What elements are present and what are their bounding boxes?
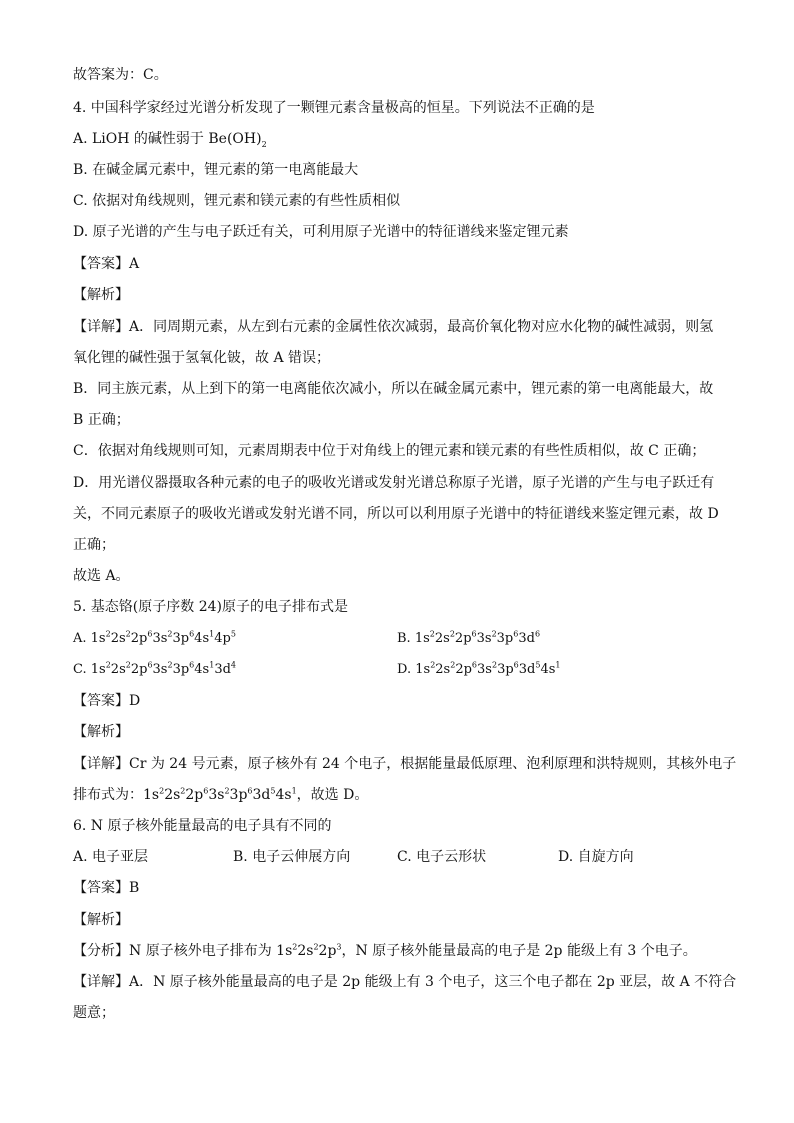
- exponent: 2: [430, 660, 436, 670]
- question-6-option-a: A. 电子亚层: [73, 849, 149, 865]
- exponent: 2: [491, 660, 498, 670]
- question-5-stem: 5. 基态铬(原子序数 24)原子的电子排布式是: [73, 599, 348, 615]
- explanation-q4-line-4: B 正确；: [73, 412, 130, 428]
- answer-line-q3: 故答案为：C。: [73, 67, 168, 83]
- orbital: 4s: [275, 787, 292, 803]
- orbital: 2p: [455, 662, 472, 677]
- q4-option-a-text: A. LiOH 的碱性弱于 Be(OH): [73, 131, 262, 147]
- question-6-option-c: C. 电子云形状: [397, 849, 487, 865]
- question-4-option-c: C. 依据对角线规则，锂元素和镁元素的有些性质相似: [73, 193, 401, 209]
- exponent: 2: [125, 660, 131, 670]
- orbital: 3s: [152, 662, 168, 677]
- exponent: 6: [247, 786, 253, 796]
- exponent: 1: [555, 660, 561, 670]
- orbital: 3d: [252, 787, 271, 803]
- question-4-option-d: D. 原子光谱的产生与电子跃迁有关，可利用原子光谱中的特征谱线来鉴定锂元素: [73, 224, 569, 240]
- exponent: 5: [270, 786, 276, 796]
- exponent: 6: [203, 786, 209, 796]
- orbital: 3s: [476, 631, 492, 646]
- q5-option-b-label: B.: [397, 631, 415, 646]
- orbital: 3p: [496, 631, 514, 646]
- question-6-option-d: D. 自旋方向: [558, 849, 634, 865]
- answer-tag-q6: 【答案】B: [73, 880, 140, 896]
- orbital: 4s: [194, 631, 210, 646]
- explanation-q4-line-7: 关，不同元素原子的吸收光谱或发射光谱不同，所以可以利用原子光谱中的特征谱线来鉴定锂元素，故 D: [73, 506, 719, 522]
- orbital: 1s: [414, 631, 430, 646]
- orbital: 3p: [172, 662, 190, 677]
- orbital: 1s: [90, 631, 106, 646]
- explanation-q4-line-5: C．依据对角线规则可知，元素周期表中位于对角线上的锂元素和镁元素的有些性质相似，故 C 正确；: [73, 443, 706, 459]
- exponent: 4: [230, 660, 236, 670]
- exponent: 6: [147, 660, 153, 670]
- orbital: 3s: [477, 662, 492, 677]
- orbital: 3p: [229, 787, 248, 803]
- analysis-tag-q4: 【解析】: [73, 287, 129, 303]
- orbital: 1s: [276, 943, 293, 959]
- q5-option-d-label: D.: [397, 662, 416, 677]
- analysis-q6-line: [73, 942, 697, 960]
- explanation-q4-line-3: B．同主族元素，从上到下的第一电离能依次减小，所以在碱金属元素中，锂元素的第一电离能最大，故: [73, 381, 714, 397]
- explanation-q6-line-1: 【详解】A．N 原子核外能量最高的电子是 2p 能级上有 3 个电子，这三个电子都在 2p 亚层，故 A 不符合: [73, 974, 737, 990]
- question-4-option-b: B. 在碱金属元素中，锂元素的第一电离能最大: [73, 162, 359, 178]
- question-5-option-a: [73, 630, 236, 648]
- q5-option-a-label: A.: [73, 631, 91, 646]
- analysis-tag-q5: 【解析】: [73, 724, 129, 740]
- exponent: 3: [336, 942, 342, 952]
- explanation-q4-line-8: 正确；: [73, 537, 115, 553]
- orbital: 3s: [208, 787, 225, 803]
- orbital: 2s: [434, 631, 450, 646]
- question-5-option-d: [397, 661, 560, 679]
- orbital: 2p: [130, 662, 148, 677]
- exponent: 1: [209, 660, 215, 670]
- orbital: 4s: [540, 662, 556, 677]
- analysis-q6-suffix: ，N 原子核外能量最高的电子是 2p 能级上有 3 个电子。: [341, 943, 697, 959]
- exponent: 2: [313, 942, 319, 952]
- question-5-option-b: [397, 630, 540, 648]
- explanation-q5-line-2: [73, 786, 368, 804]
- exponent: 2: [224, 786, 230, 796]
- explanation-q4-line-2: 氧化锂的碱性强于氢氧化铍，故 A 错误；: [73, 350, 331, 366]
- exponent: 6: [471, 629, 477, 639]
- orbital: 3d: [214, 662, 231, 677]
- orbital: 2s: [110, 631, 126, 646]
- orbital: 3p: [172, 631, 190, 646]
- exponent: 2: [125, 629, 131, 639]
- q5-option-c-label: C.: [73, 662, 91, 677]
- explanation-q5-line-1: 【详解】Cr 为 24 号元素，原子核外有 24 个电子，根据能量最低原理、泡利原理和洪特规则，其核外电子: [73, 756, 737, 772]
- question-4-option-a: [73, 130, 267, 148]
- answer-tag-q5: 【答案】D: [73, 693, 141, 709]
- orbital: 3p: [497, 662, 514, 677]
- exponent: 2: [450, 660, 456, 670]
- exponent: 2: [167, 629, 173, 639]
- exponent: 6: [534, 629, 541, 639]
- analysis-tag-q6: 【解析】: [73, 912, 129, 928]
- orbital: 1s: [143, 787, 160, 803]
- exponent: 2: [105, 629, 111, 639]
- exponent: 6: [189, 629, 195, 639]
- question-4-stem: 4. 中国科学家经过光谱分析发现了一颗锂元素含量极高的恒星。下列说法不正确的是: [73, 100, 595, 116]
- explanation-q4-line-6: D．用光谱仪器摄取各种元素的电子的吸收光谱或发射光谱总称原子光谱，原子光谱的产生与电子跃迁有: [73, 475, 715, 491]
- exponent: 6: [147, 629, 153, 639]
- orbital: 2p: [130, 631, 148, 646]
- exponent: 2: [491, 629, 497, 639]
- question-6-option-b: B. 电子云伸展方向: [233, 849, 351, 865]
- orbital: 2p: [454, 631, 472, 646]
- orbital: 3s: [152, 631, 168, 646]
- orbital: 2p: [318, 943, 337, 959]
- explanation-q6-line-2: 题意；: [73, 1005, 115, 1021]
- explanation-q4-line-1: 【详解】A．同周期元素，从左到右元素的金属性依次减弱，最高价氧化物对应水化物的碱性减弱，则氢: [73, 319, 714, 335]
- orbital: 4p: [214, 631, 231, 646]
- explanation-q5-prefix: 排布式为：: [73, 787, 143, 803]
- exponent: 6: [513, 660, 519, 670]
- exponent: 2: [429, 629, 435, 639]
- answer-tag-q4: 【答案】A: [73, 256, 140, 272]
- orbital: 1s: [90, 662, 106, 677]
- orbital: 3d: [518, 662, 536, 677]
- q4-option-a-subscript: 2: [261, 139, 267, 149]
- question-6-stem: 6. N 原子核外能量最高的电子具有不同的: [73, 818, 332, 834]
- orbital: 2s: [297, 943, 314, 959]
- orbital: 4s: [194, 662, 210, 677]
- exponent: 2: [180, 786, 186, 796]
- exponent: 5: [230, 629, 236, 639]
- exponent: 1: [291, 786, 297, 796]
- exponent: 6: [189, 660, 195, 670]
- orbital: 2p: [185, 787, 204, 803]
- orbital: 2s: [164, 787, 181, 803]
- exponent: 2: [105, 660, 111, 670]
- question-5-option-c: [73, 661, 236, 679]
- exponent: 2: [449, 629, 455, 639]
- exponent: 5: [535, 660, 541, 670]
- exponent: 2: [292, 942, 298, 952]
- orbital: 3d: [518, 631, 535, 646]
- analysis-q6-prefix: 【分析】N 原子核外电子排布为: [73, 943, 277, 959]
- explanation-q4-conclusion: 故选 A。: [73, 568, 130, 584]
- orbital: 2s: [435, 662, 451, 677]
- exponent: 2: [159, 786, 165, 796]
- exponent: 1: [209, 629, 215, 639]
- exponent: 2: [167, 660, 173, 670]
- explanation-q5-suffix: ，故选 D。: [296, 787, 369, 803]
- orbital: 1s: [415, 662, 431, 677]
- exponent: 6: [513, 629, 519, 639]
- orbital: 2s: [110, 662, 126, 677]
- exponent: 6: [471, 660, 478, 670]
